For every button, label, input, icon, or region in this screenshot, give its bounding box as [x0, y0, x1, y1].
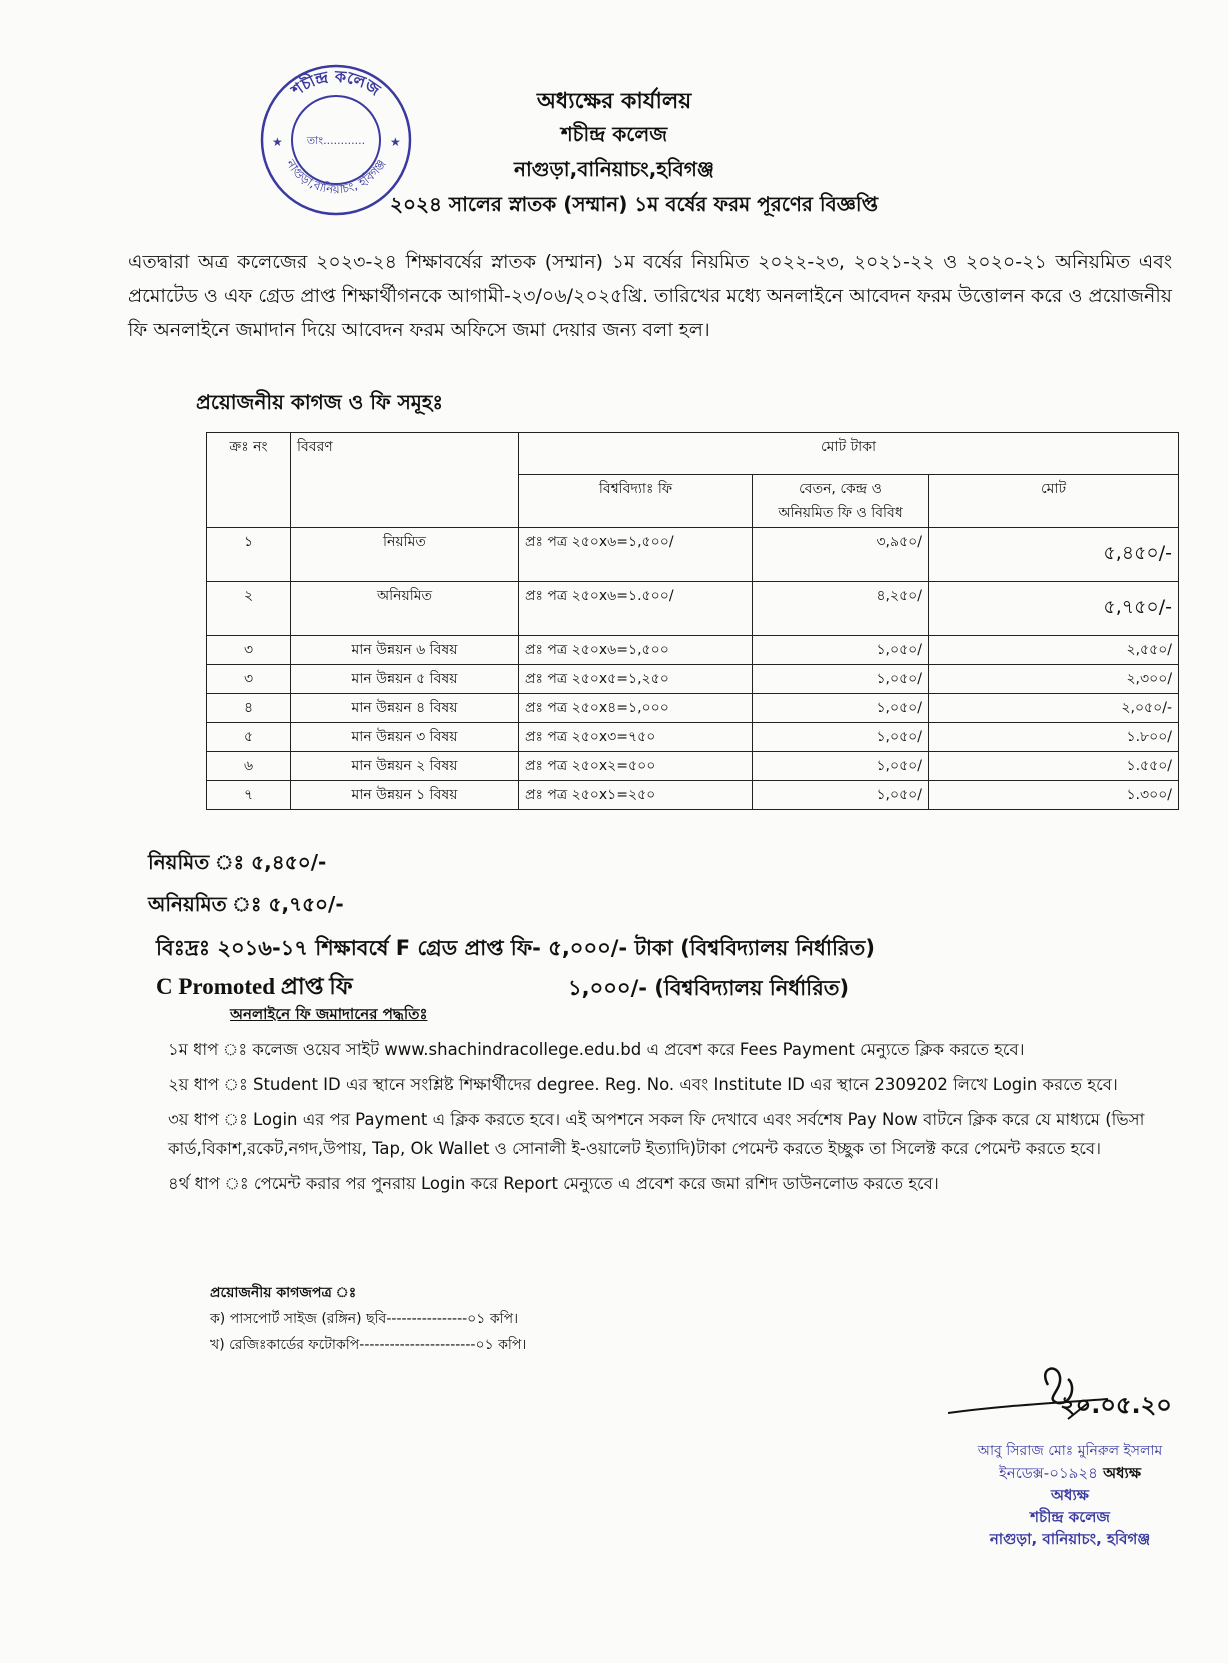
table-row	[207, 582, 1179, 636]
office-title: অধ্যক্ষের কার্যালয়	[536, 89, 692, 114]
principal-college: শচীন্দ্র কলেজ	[1030, 1508, 1110, 1526]
table-row	[207, 752, 1179, 781]
seal-center-text: তাং............	[306, 134, 366, 147]
signature-date: ২০.০৫.২০	[1060, 1391, 1172, 1419]
header-salary-center	[753, 475, 929, 528]
seal-bottom-text: নাগুড়া,বানিয়াচং, হবিগঞ্জ	[283, 157, 389, 197]
cell-serial: ২	[207, 582, 291, 636]
table-row	[207, 694, 1179, 723]
header-description: বিবরণ	[291, 433, 519, 528]
table-row	[207, 723, 1179, 752]
payment-steps-title: অনলাইনে ফি জমাদানের পদ্ধতিঃ	[230, 1005, 428, 1023]
table-row	[207, 636, 1179, 665]
cell-total: ১.৮০০/	[929, 723, 1179, 752]
cell-desc: অনিয়মিত	[291, 582, 519, 636]
payment-step-4: ৪র্থ ধাপ ঃ পেমেন্ট করার পর পুনরায় Login করে Report মেন্যুতে এ প্রবেশ করে জমা রশিদ ডাউনলোড করতে হবে।	[168, 1174, 939, 1193]
header-serial: ক্রঃ নং	[207, 433, 291, 528]
principal-id-line	[945, 1462, 1195, 1484]
cell-univ-fee: প্রঃ পত্র ২৫০x৫=১,২৫০	[519, 665, 753, 694]
payment-steps	[168, 1035, 1173, 1204]
note-c-promoted-label: C Promoted প্রাপ্ত ফি	[156, 974, 353, 999]
cell-serial: ৬	[207, 752, 291, 781]
documents-title: প্রয়োজনীয় কাগজপত্র ঃ	[210, 1285, 357, 1301]
fees-heading: প্রয়োজনীয় কাগজ ও ফি সমূহঃ	[196, 390, 444, 414]
cell-serial: ৩	[207, 636, 291, 665]
cell-total: ১.৩০০/	[929, 781, 1179, 810]
summary-regular: নিয়মিত ঃ ৫,৪৫০/-	[148, 850, 327, 874]
cell-univ-fee: প্রঃ পত্র ২৫০x৩=৭৫০	[519, 723, 753, 752]
cell-salary: ৪,২৫০/	[753, 582, 929, 636]
cell-univ-fee: প্রঃ পত্র ২৫০x৬=১,৫০০	[519, 636, 753, 665]
cell-desc: মান উন্নয়ন ৩ বিষয়	[291, 723, 519, 752]
payment-step-2: ২য় ধাপ ঃ Student ID এর স্থানে সংশ্লিষ্ট শিক্ষার্থীদের degree. Reg. No. এবং Institute ID এর স্থানে 2309202 লিখে Login করতে হবে।	[168, 1075, 1118, 1094]
principal-title: অধ্যক্ষ	[1051, 1486, 1089, 1504]
cell-salary: ১,০৫০/	[753, 781, 929, 810]
cell-desc: মান উন্নয়ন ৬ বিষয়	[291, 636, 519, 665]
college-address: নাগুড়া,বানিয়াচং,হবিগঞ্জ	[514, 157, 714, 181]
cell-desc: মান উন্নয়ন ১ বিষয়	[291, 781, 519, 810]
document-item: খ) রেজিঃকার্ডের ফটোকপি-----------------------০১ কপি।	[210, 1337, 527, 1353]
principal-address: নাগুড়া, বানিয়াচং, হবিগঞ্জ	[989, 1530, 1151, 1548]
cell-univ-fee: প্রঃ পত্র ২৫০x৪=১,০০০	[519, 694, 753, 723]
cell-salary: ১,০৫০/	[753, 723, 929, 752]
cell-salary: ১,০৫০/	[753, 636, 929, 665]
cell-total: ২,৩০০/	[929, 665, 1179, 694]
cell-serial: ৪	[207, 694, 291, 723]
header-total-taka: মোট টাকা	[519, 433, 1179, 475]
cell-total: ৫,৪৫০/-	[929, 528, 1179, 582]
document-item: ক) পাসপোর্ট সাইজ (রঙ্গিন) ছবি----------------০১ কপি।	[210, 1311, 519, 1327]
cell-desc: নিয়মিত	[291, 528, 519, 582]
cell-serial: ৫	[207, 723, 291, 752]
cell-desc: মান উন্নয়ন ২ বিষয়	[291, 752, 519, 781]
fee-table	[206, 432, 1179, 810]
cell-desc: মান উন্নয়ন ৪ বিষয়	[291, 694, 519, 723]
notice-body: এতদ্বারা অত্র কলেজের ২০২৩-২৪ শিক্ষাবর্ষের স্নাতক (সম্মান) ১ম বর্ষের নিয়মিত ২০২২-২৩, ২০২১-২২ ও ২০২০-২১ অনিয়মিত এবং প্রমোটেড ও এফ গ্রেড প্রাপ্ত শিক্ষার্থীগনকে আগামী-২৩/০৬/২০২৫খ্রি. তারিখের মধ্যে অনলাইনে আবেদন ফরম উত্তোলন করে ও প্রয়োজনীয় ফি অনলাইনে জমাদান দিয়ে আবেদন ফরম অফিসে জমা দেয়ার জন্য বলা হল।	[128, 251, 1172, 341]
note-c-promoted-value: ১,০০০/- (বিশ্ববিদ্যালয় নির্ধারিত)	[568, 976, 850, 1000]
payment-step-1: ১ম ধাপ ঃ কলেজ ওয়েব সাইট www.shachindracollege.edu.bd এ প্রবেশ করে Fees Payment মেন্যুতে ক্লিক করতে হবে।	[168, 1040, 1025, 1059]
header-salary-line2: অনিয়মিত ফি ও বিবিধ	[778, 505, 903, 521]
cell-total: ১.৫৫০/	[929, 752, 1179, 781]
required-documents	[210, 1280, 526, 1358]
principal-id: ইনডেক্স-০১৯২৪	[998, 1464, 1098, 1482]
cell-univ-fee: প্রঃ পত্র ২৫০x৬=১,৫০০/	[519, 528, 753, 582]
cell-serial: ৭	[207, 781, 291, 810]
header-university-fee: বিশ্ববিদ্যাঃ ফি	[519, 475, 753, 528]
table-row	[207, 528, 1179, 582]
cell-univ-fee: প্রঃ পত্র ২৫০x২=৫০০	[519, 752, 753, 781]
seal-top-text: শচীন্দ্র কলেজ	[287, 66, 384, 100]
cell-salary: ১,০৫০/	[753, 694, 929, 723]
table-header-row	[207, 433, 1179, 475]
principal-name: আবু সিরাজ মোঃ মুনিরুল ইসলাম	[977, 1443, 1163, 1459]
cell-univ-fee: প্রঃ পত্র ২৫০x৬=১.৫০০/	[519, 582, 753, 636]
principal-title-overlay: অধ্যক্ষ	[1103, 1464, 1142, 1482]
note-f-grade: বিঃদ্রঃ ২০১৬-১৭ শিক্ষাবর্ষে F গ্রেড প্রাপ্ত ফি- ৫,০০০/- টাকা (বিশ্ববিদ্যালয় নির্ধারিত)	[156, 936, 875, 960]
cell-salary: ১,০৫০/	[753, 752, 929, 781]
table-row	[207, 781, 1179, 810]
header-salary-line1: বেতন, কেন্দ্র ও	[799, 481, 882, 497]
cell-total: ২,০৫০/-	[929, 694, 1179, 723]
principal-stamp	[945, 1440, 1195, 1550]
payment-step-3: ৩য় ধাপ ঃ Login এর পর Payment এ ক্লিক করতে হবে। এই অপশনে সকল ফি দেখাবে এবং সর্বশেষ Pay Now বাটনে ক্লিক করে যে মাধ্যমে (ভিসা কার্ড,বিকাশ,রকেট,নগদ,উপায়, Tap, Ok Wallet ও সোনালী ই-ওয়ালেট ইত্যাদি)টাকা পেমেন্ট করতে ইচ্ছুক তা সিলেক্ট করে পেমেন্ট করতে হবে।	[168, 1110, 1145, 1158]
cell-serial: ১	[207, 528, 291, 582]
summary-irregular: অনিয়মিত ঃ ৫,৭৫০/-	[148, 892, 344, 916]
seal-star-icon: ★	[390, 135, 401, 149]
cell-salary: ১,০৫০/	[753, 665, 929, 694]
cell-salary: ৩,৯৫০/	[753, 528, 929, 582]
cell-univ-fee: প্রঃ পত্র ২৫০x১=২৫০	[519, 781, 753, 810]
seal-star-icon: ★	[272, 135, 283, 149]
cell-desc: মান উন্নয়ন ৫ বিষয়	[291, 665, 519, 694]
cell-total: ৫,৭৫০/-	[929, 582, 1179, 636]
cell-serial: ৩	[207, 665, 291, 694]
notice-title: ২০২৪ সালের স্নাতক (সম্মান) ১ম বর্ষের ফরম পূরণের বিজ্ঞপ্তি	[389, 192, 879, 216]
header-total: মোট	[929, 475, 1179, 528]
college-name: শচীন্দ্র কলেজ	[560, 122, 668, 146]
cell-total: ২,৫৫০/	[929, 636, 1179, 665]
table-row	[207, 665, 1179, 694]
